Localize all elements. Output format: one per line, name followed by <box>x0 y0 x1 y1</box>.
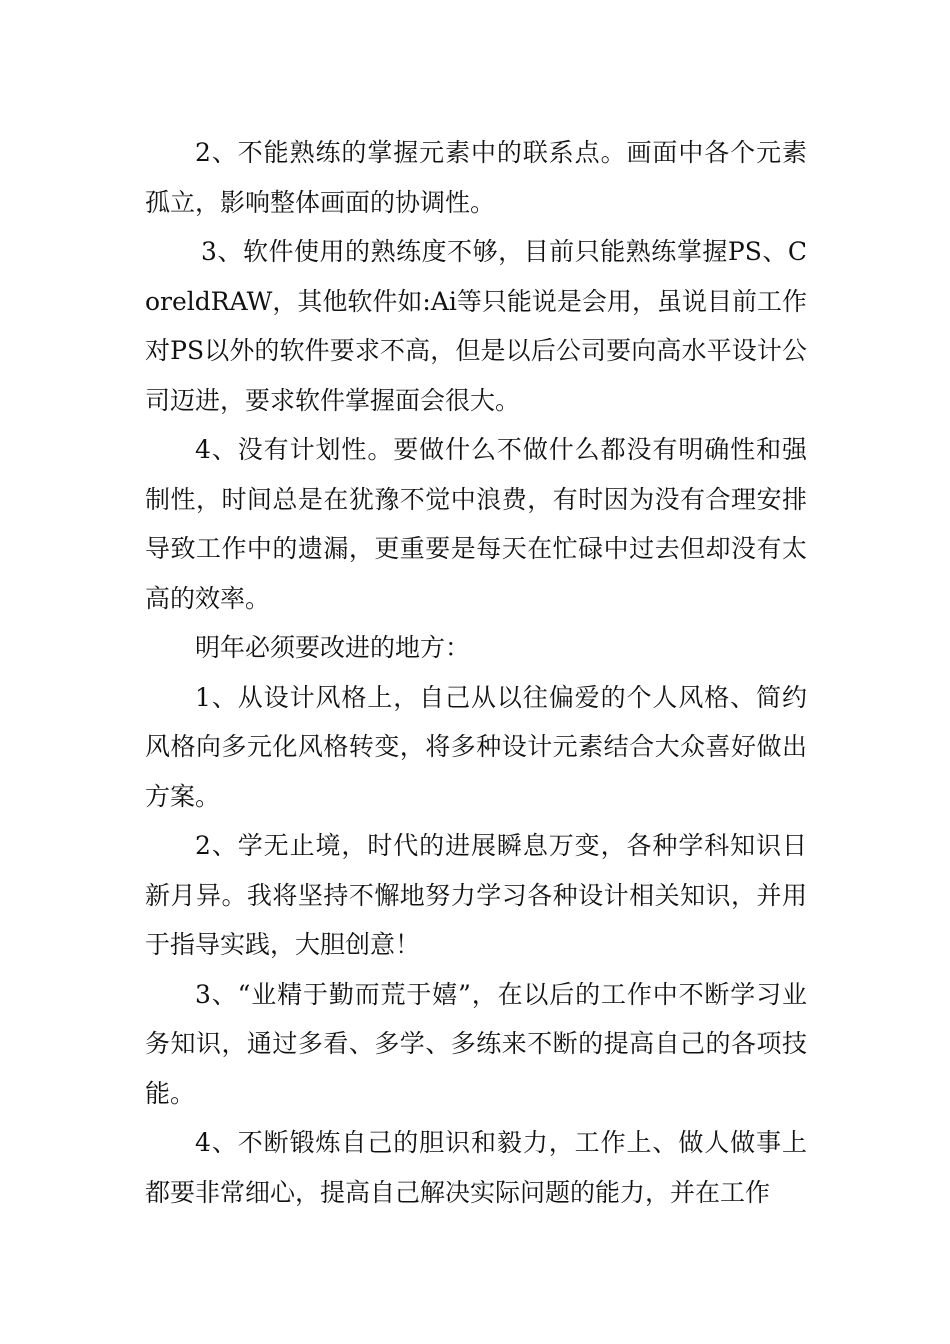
document-body <box>145 128 807 1217</box>
paragraph-weakness-3: 3、软件使用的熟练度不够，目前只能熟练掌握PS、CoreldRAW，其他软件如:Ai等只能说是会用，虽说目前工作对PS以外的软件要求不高，但是以后公司要向高水平设计公司迈进，要求软件掌握面会很大。 <box>145 237 807 415</box>
paragraph-weakness-2: 2、不能熟练的掌握元素中的联系点。画面中各个元素孤立，影响整体画面的协调性。 <box>145 138 807 217</box>
paragraph-weakness-4: 4、没有计划性。要做什么不做什么都没有明确性和强制性，时间总是在犹豫不觉中浪费，有时因为没有合理安排导致工作中的遗漏，更重要是每天在忙碌中过去但却没有太高的效率。 <box>145 435 807 613</box>
paragraph-improvement-2: 2、学无止境，时代的进展瞬息万变，各种学科知识日新月异。我将坚持不懈地努力学习各种设计相关知识，并用于指导实践，大胆创意！ <box>145 831 807 959</box>
paragraph-improvement-1: 1、从设计风格上，自己从以往偏爱的个人风格、简约风格向多元化风格转变，将多种设计元素结合大众喜好做出方案。 <box>145 682 807 811</box>
paragraph-improvements-heading: 明年必须要改进的地方： <box>195 633 471 662</box>
paragraph-improvement-3: 3、“业精于勤而荒于嬉”，在以后的工作中不断学习业务知识，通过多看、多学、多练来不断的提高自己的各项技能。 <box>145 979 807 1108</box>
paragraph-improvement-4: 4、不断锻炼自己的胆识和毅力，工作上、做人做事上都要非常细心，提高自己解决实际问题的能力，并在工作 <box>145 1128 807 1207</box>
